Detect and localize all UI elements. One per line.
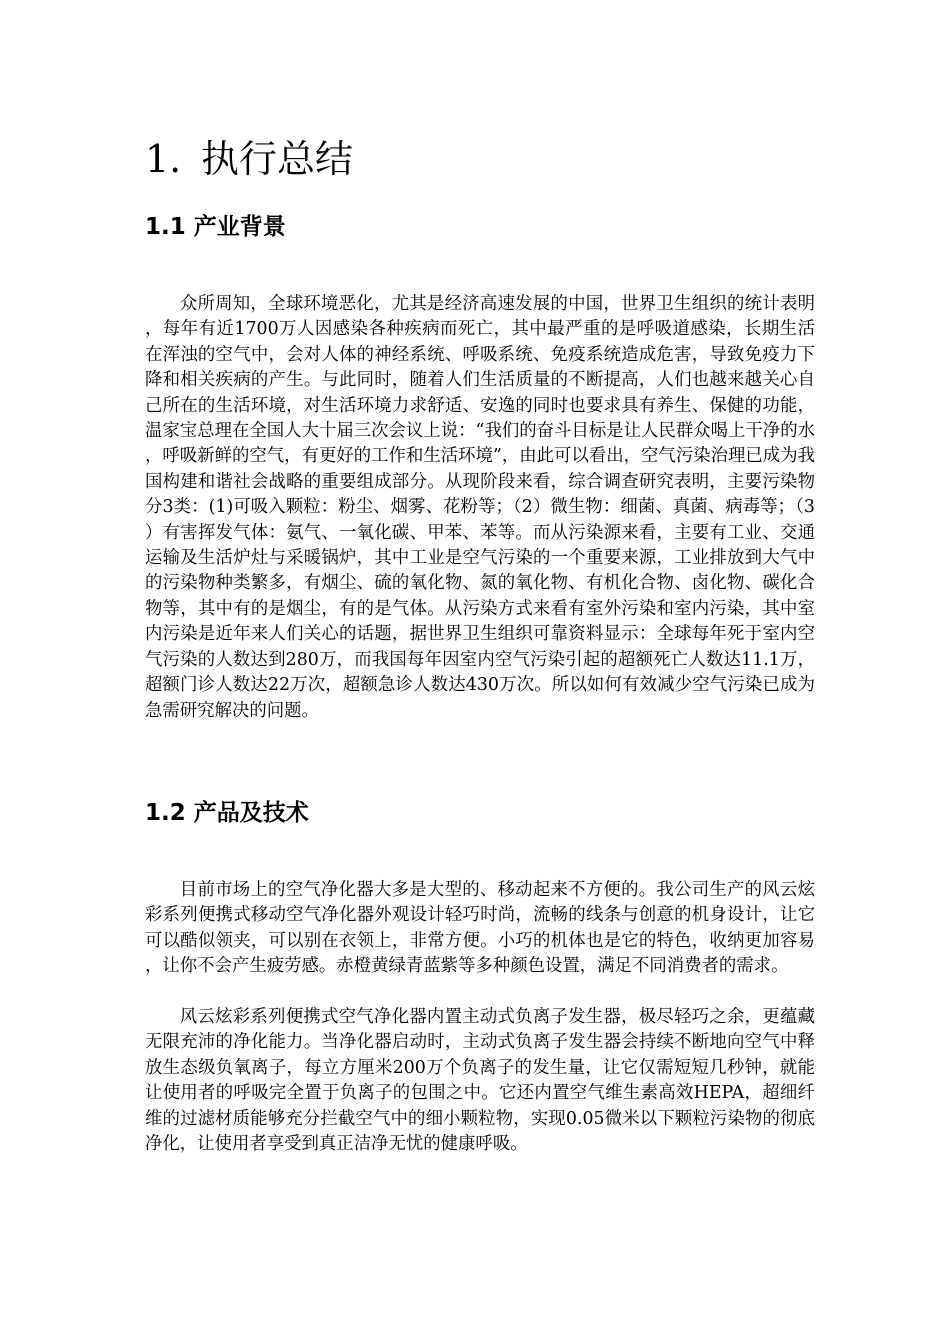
section-title-text: 执行总结: [201, 137, 354, 181]
paragraph-product-design: 目前市场上的空气净化器大多是大型的、移动起来不方便的。我公司生产的风云炫彩系列便携式移动空气净化器外观设计轻巧时尚，流畅的线条与创意的机身设计，让它可以酷似领夹，可以别在衣领上，非常方便。小巧的机体也是它的特色，收纳更加容易，让你不会产生疲劳感。赤橙黄绿青蓝紫等多种颜色设置，满足不同消费者的需求。: [145, 880, 815, 977]
paragraph-industry-background: 众所周知，全球环境恶化，尤其是经济高速发展的中国，世界卫生组织的统计表明，每年有近1700万人因感染各种疾病而死亡，其中最严重的是呼吸道感染，长期生活在浑浊的空气中，会对人体的神经系统、呼吸系统、免疫系统造成危害，导致免疫力下降和相关疾病的产生。与此同时，随着人们生活质量的不断提高，人们也越来越关心自己所在的生活环境，对生活环境力求舒适、安逸的同时也要求具有养生、保健的功能，温家宝总理在全国人大十届三次会议上说：“我们的奋斗目标是让人民群众喝上干净的水，呼吸新鲜的空气，有更好的工作和生活环境”，由此可以看出，空气污染治理已成为我国构建和谐社会战略的重要组成部分。从现阶段来看，综合调查研究表明，主要污染物分3类：(1)可吸入颗粒：粉尘、烟雾、花粉等；（2）微生物：细菌、真菌、病毒等；（3）有害挥发气体：氨气、一氧化碳、甲苯、苯等。而从污染源来看，主要有工业、交通运输及生活炉灶与采暖锅炉，其中工业是空气污染的一个重要来源，工业排放到大气中的污染物种类繁多，有烟尘、硫的氧化物、氮的氧化物、有机化合物、卤化物、碳化合物等，其中有的是烟尘，有的是气体。从污染方式来看有室外污染和室内污染，其中室内污染是近年来人们关心的话题，据世界卫生组织可靠资料显示：全球每年死于室内空气污染的人数达到280万，而我国每年因室内空气污染引起的超额死亡人数达11.1万，超额门诊人数达22万次，超额急诊人数达430万次。所以如何有效减少空气污染已成为急需研究解决的问题。: [145, 294, 815, 721]
subsection-heading-industry-background: 1.1 产业背景: [145, 214, 286, 240]
subsection-heading-product-technology: 1.2 产品及技术: [145, 800, 309, 826]
paragraph-product-technology: 风云炫彩系列便携式空气净化器内置主动式负离子发生器，极尽轻巧之余，更蕴藏无限充沛的净化能力。当净化器启动时，主动式负离子发生器会持续不断地向空气中释放生态级负氧离子，每立方厘米200万个负离子的发生量，让它仅需短短几秒钟，就能让使用者的呼吸完全置于负离子的包围之中。它还内置空气维生素高效HEPA，超细纤维的过滤材质能够充分拦截空气中的细小颗粒物，实现0.05微米以下颗粒污染物的彻底净化，让使用者享受到真正洁净无忧的健康呼吸。: [145, 1007, 815, 1155]
section-number: 1.: [145, 137, 182, 181]
section-title-executive-summary: [145, 132, 353, 186]
